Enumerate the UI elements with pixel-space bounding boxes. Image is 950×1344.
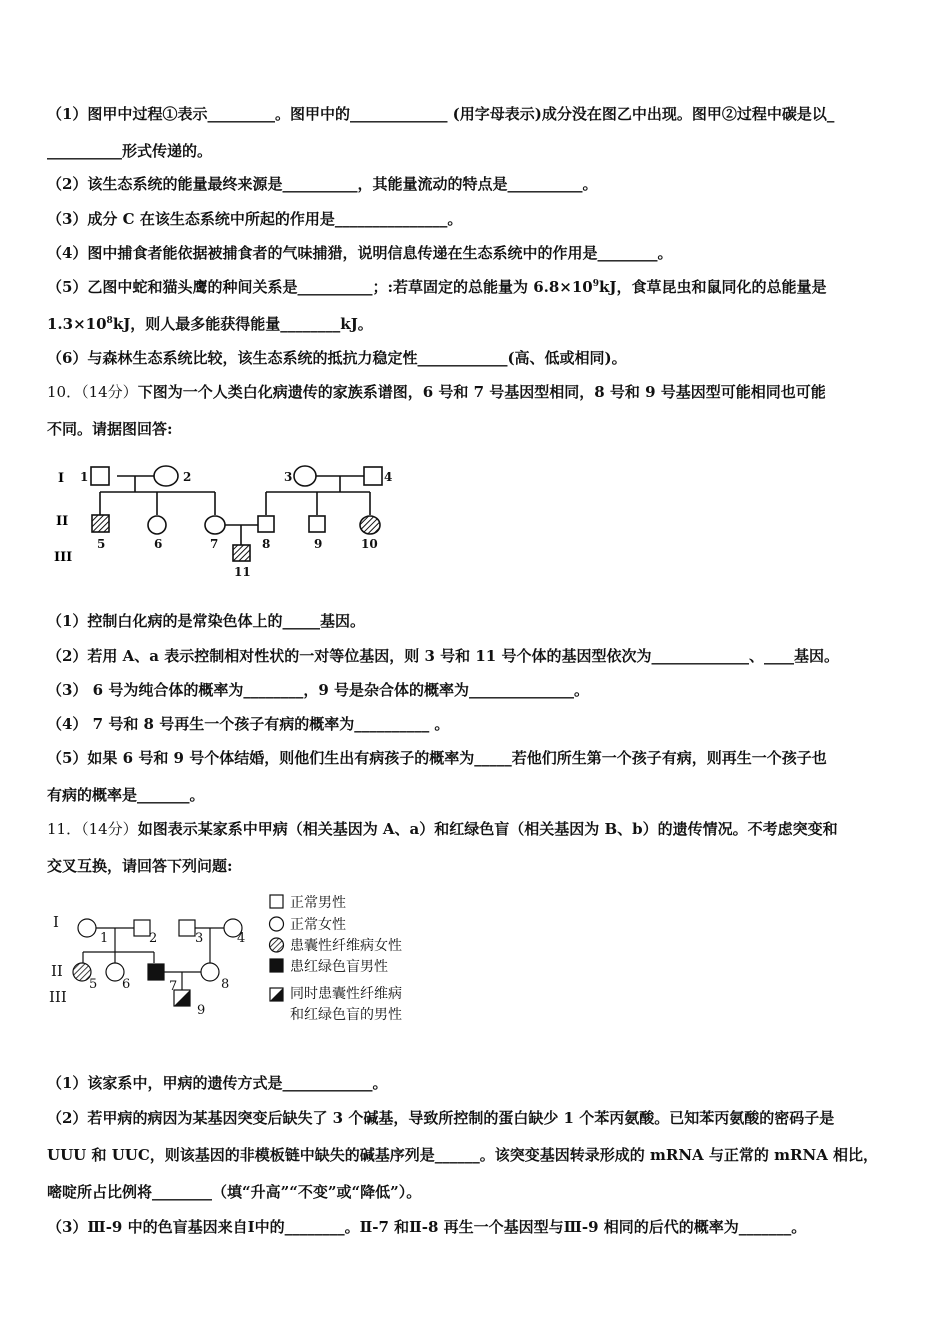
q10-id-2: 2 — [183, 470, 192, 484]
q10-individual-9 — [309, 516, 325, 532]
q10-gen-label-3: III — [54, 550, 73, 565]
legend-label-normal-female: 正常女性 — [290, 917, 346, 933]
q10-part4: （4） 7 号和 8 号再生一个孩子有病的概率为__________ 。 — [47, 715, 450, 733]
q10-stem-text: 下图为一个人类白化病遗传的家族系谱图，6 号和 7 号基因型相同，8 号和 9 号基因型可能相同也可能 — [137, 383, 826, 401]
q10-part2: （2）若用 A、a 表示控制相对性状的一对等位基因，则 3 号和 11 号个体的基因型依次为_____________、____基因。 — [47, 647, 839, 665]
q11-id-2: 2 — [149, 931, 158, 946]
q11-part2-line2: UUU 和 UUC，则该基因的非模板链中缺失的碱基序列是______。该突变基因转录形成的 mRNA 与正常的 mRNA 相比， — [47, 1146, 879, 1164]
q11-id-1: 1 — [100, 931, 109, 946]
q10-id-10: 10 — [361, 537, 378, 551]
q11-part1: （1）该家系中，甲病的遗传方式是____________。 — [47, 1074, 388, 1092]
q10-id-5: 5 — [97, 537, 106, 551]
q11-part2-line1: （2）若甲病的病因为某基因突变后缺失了 3 个碱基，导致所控制的蛋白缺少 1 个苯丙氨酸。已知苯丙氨酸的密码子是 — [47, 1109, 835, 1127]
legend-label-both-line1: 同时患囊性纤维病 — [290, 986, 402, 1002]
q11-part3: （3）Ⅲ-9 中的色盲基因来自Ⅰ中的________。Ⅱ-7 和Ⅱ-8 再生一个基因型与Ⅲ-9 相同的后代的概率为_______。 — [47, 1218, 807, 1236]
q10-id-1: 1 — [80, 470, 89, 484]
q11-legend — [268, 892, 448, 1027]
q10-individual-4 — [364, 467, 382, 485]
q11-gen-label-2: II — [51, 962, 63, 980]
q10-connector-lines — [100, 476, 370, 545]
q9-part5-text-b: kJ，食草昆虫和鼠同化的总能量是 — [599, 278, 827, 296]
q10-id-3: 3 — [284, 470, 293, 484]
q10-individual-11 — [233, 545, 250, 561]
q10-individual-5 — [92, 515, 109, 532]
q9-part5-exponent-b: 8 — [106, 316, 113, 326]
q10-individual-2 — [154, 466, 178, 486]
q9-part6: （6）与森林生态系统比较，该生态系统的抵抗力稳定性____________(高、低或相同)。 — [47, 349, 627, 367]
q9-part5-line1 — [47, 277, 920, 297]
q9-part5-line2 — [47, 314, 920, 334]
q11-gen-label-1: I — [53, 913, 59, 931]
legend-colorblind-male-icon — [270, 959, 283, 972]
q11-individual-8 — [201, 963, 219, 981]
legend-label-colorblind-male: 患红绿色盲男性 — [290, 959, 388, 975]
legend-label-normal-male: 正常男性 — [290, 895, 346, 911]
q11-stem-text: 如图表示某家系中甲病（相关基因为 A、a）和红绿色盲（相关基因为 B、b）的遗传情况。不考虑突变和 — [137, 820, 838, 838]
q11-id-4: 4 — [237, 931, 246, 946]
q11-gen-label-3: III — [49, 988, 67, 1006]
legend-affected-female-icon — [270, 938, 284, 952]
q10-id-4: 4 — [384, 470, 393, 484]
q11-id-9: 9 — [197, 1003, 206, 1018]
q9-part5-text-a: （5）乙图中蛇和猫头鹰的种间关系是__________；:若草固定的总能量为 6.8×10 — [47, 278, 593, 296]
q11-individual-3 — [179, 920, 195, 936]
q10-stem-line2: 不同。请据图回答: — [47, 420, 173, 438]
q10-stem-line1 — [47, 382, 920, 402]
q10-number: 10．（14分） — [47, 383, 138, 401]
q10-individual-7 — [205, 516, 225, 534]
q9-part5-exponent-a: 9 — [592, 279, 600, 289]
q10-id-6: 6 — [154, 537, 163, 551]
q10-id-11: 11 — [234, 565, 251, 579]
q11-id-3: 3 — [195, 931, 204, 946]
q10-part1: （1）控制白化病的是常染色体上的_____基因。 — [47, 612, 365, 630]
q10-gen-label-2: II — [56, 514, 69, 529]
q11-id-7: 7 — [169, 979, 178, 994]
q10-part5-line2: 有病的概率是_______。 — [47, 786, 205, 804]
q10-id-9: 9 — [314, 537, 323, 551]
q10-id-8: 8 — [262, 537, 271, 551]
q9-part5-text-d: kJ，则人最多能获得能量________kJ。 — [112, 315, 373, 333]
q10-individual-6 — [148, 516, 166, 534]
q9-part4: （4）图中捕食者能依据被捕食者的气味捕猎，说明信息传递在生态系统中的作用是________。 — [47, 244, 673, 262]
q9-part1-line1: （1）图甲中过程①表示_________。图甲中的_____________ (用字母表示)成分没在图乙中出现。图甲②过程中碳是以_ — [47, 105, 835, 123]
q11-individual-1 — [78, 919, 96, 937]
q11-id-6: 6 — [122, 977, 131, 992]
q11-number: 11．（14分） — [47, 820, 138, 838]
q10-gen-label-1: I — [58, 471, 65, 486]
q11-individual-7 — [148, 964, 164, 980]
q11-part2-line3: 嘧啶所占比例将________（填“升高”“不变”或“降低”）。 — [47, 1183, 422, 1201]
q11-pedigree-diagram — [45, 890, 305, 1025]
q9-part5-text-c: 1.3×10 — [47, 315, 107, 333]
q9-part1-line2: __________形式传递的。 — [47, 142, 213, 160]
q10-individual-1 — [91, 467, 109, 485]
legend-normal-female-icon — [270, 917, 284, 931]
q9-part3: （3）成分 C 在该生态系统中所起的作用是_______________。 — [47, 210, 463, 228]
q10-part5-line1: （5）如果 6 号和 9 号个体结婚，则他们生出有病孩子的概率为_____若他们所生第一个孩子有病，则再生一个孩子也 — [47, 749, 827, 767]
legend-label-affected-female: 患囊性纤维病女性 — [290, 938, 402, 954]
q10-individual-3 — [294, 466, 316, 486]
q11-stem-line1 — [47, 819, 920, 839]
q11-individual-2 — [134, 920, 150, 936]
q10-part3: （3） 6 号为纯合体的概率为________，9 号是杂合体的概率为______________。 — [47, 681, 589, 699]
q10-individual-10 — [360, 516, 380, 534]
q9-part2: （2）该生态系统的能量最终来源是__________，其能量流动的特点是__________。 — [47, 175, 598, 193]
q11-stem-line2: 交叉互换，请回答下列问题: — [47, 857, 233, 875]
legend-normal-male-icon — [270, 895, 283, 908]
q10-pedigree-diagram — [50, 455, 410, 580]
q10-id-7: 7 — [210, 537, 219, 551]
legend-label-both-line2: 和红绿色盲的男性 — [290, 1007, 402, 1023]
q11-id-5: 5 — [89, 977, 98, 992]
q10-individual-8 — [258, 516, 274, 532]
q11-id-8: 8 — [221, 977, 230, 992]
